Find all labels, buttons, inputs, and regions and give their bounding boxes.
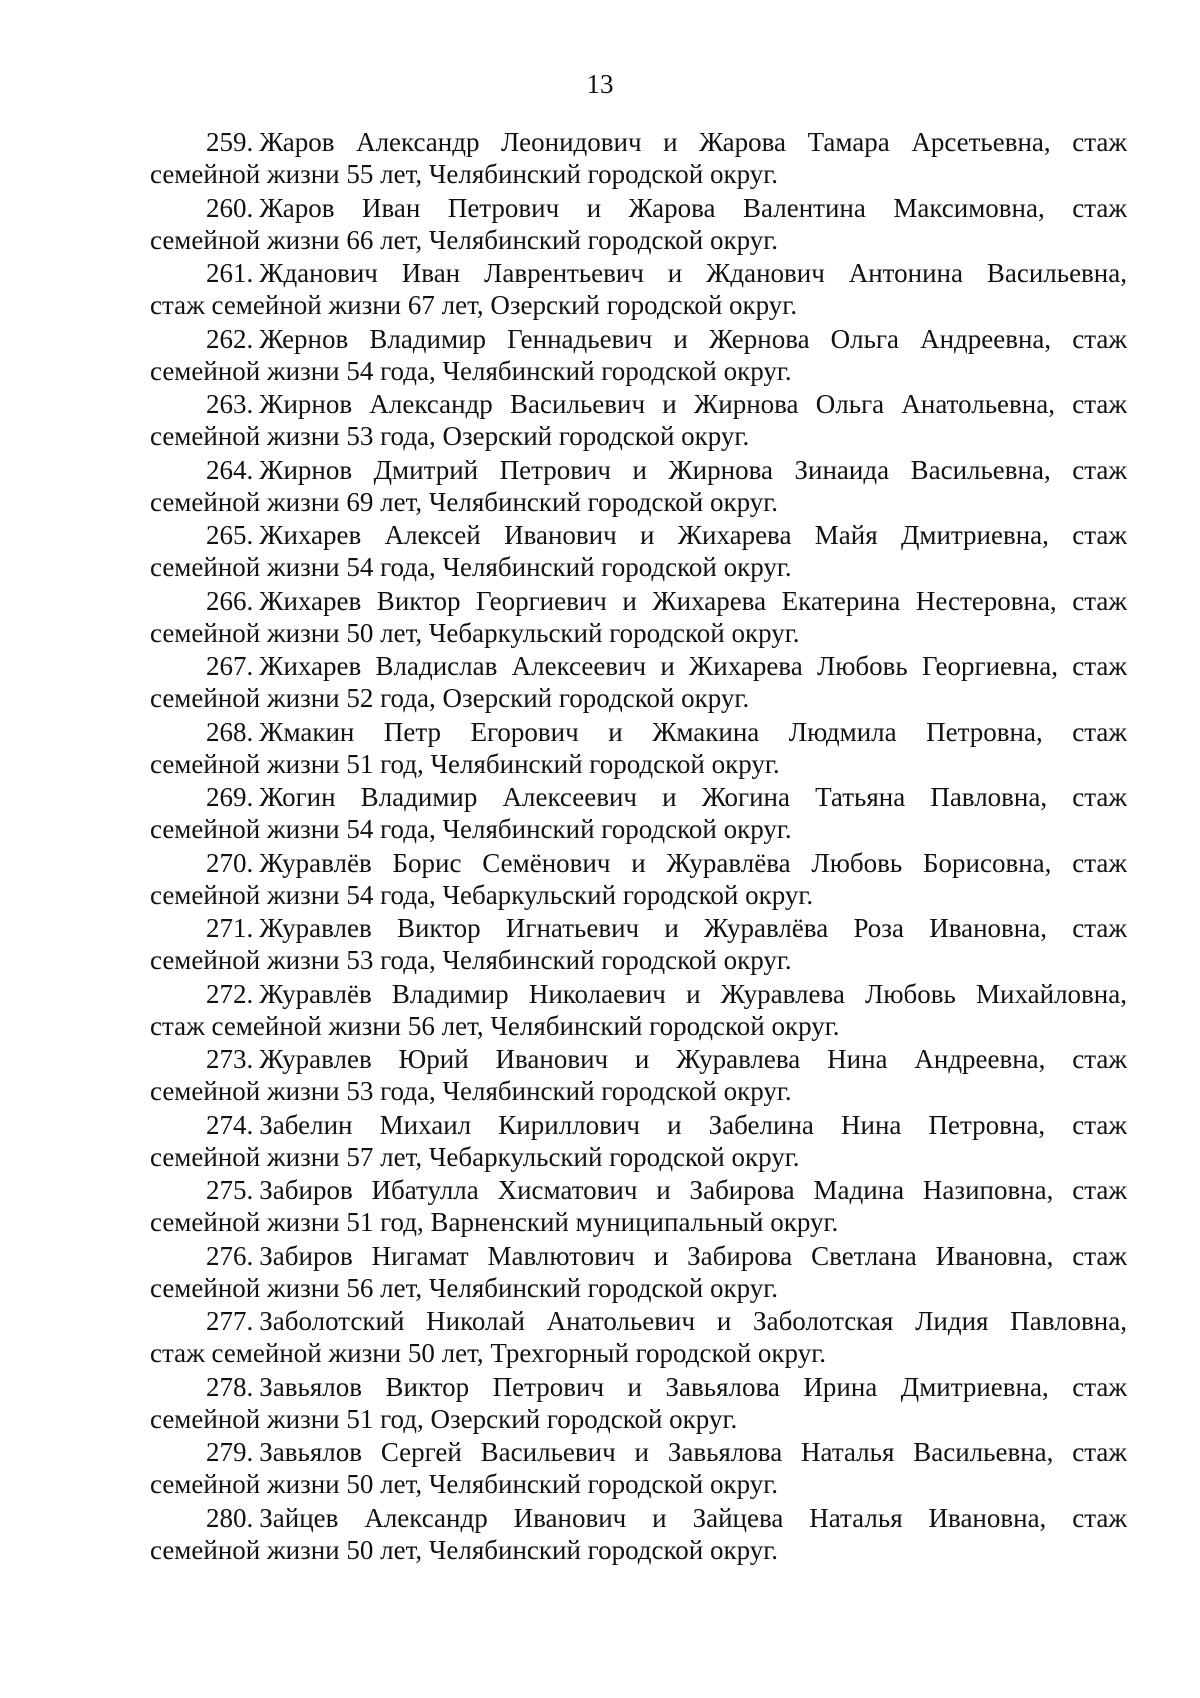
entry-number: 264. [206,454,254,485]
entry-text-continuation: стаж семейной жизни 56 лет, Челябинский городской округ. [150,1010,840,1041]
list-item [150,978,1127,1042]
entry-text: Жихарев Виктор Георгиевич и Жихарева Екатерина Нестеровна, стаж [259,585,1127,616]
entry-number: 278. [206,1371,254,1402]
entry-number: 265. [206,520,254,550]
entry-text: Жихарев Владислав Алексеевич и Жихарева Любовь Георгиевна, стаж [259,651,1127,681]
list-item [150,716,1127,780]
entry-number: 268. [206,716,254,747]
list-item [150,781,1127,845]
entry-text-continuation: семейной жизни 56 лет, Челябинский городской округ. [150,1272,779,1303]
entry-text-continuation: семейной жизни 51 год, Челябинский городской округ. [150,748,780,779]
entry-number: 270. [206,847,254,878]
entry-text-continuation: семейной жизни 50 лет, Челябинский городской округ. [150,1534,779,1565]
award-list [150,126,1127,1567]
list-item [150,1502,1127,1566]
entry-text: Жихарев Алексей Иванович и Жихарева Майя Дмитриевна, стаж [259,520,1127,550]
entry-text: Завьялов Сергей Васильевич и Завьялова Наталья Васильевна, стаж [259,1437,1127,1467]
entry-text: Журавлёв Владимир Николаевич и Журавлева Любовь Михайловна, [259,978,1127,1009]
entry-text-continuation: семейной жизни 54 года, Чебаркульский городской округ. [150,879,814,910]
list-item [150,323,1127,387]
entry-text: Забелин Михаил Кириллович и Забелина Нина Петровна, стаж [259,1109,1127,1140]
entry-text-continuation: семейной жизни 54 года, Челябинский городской округ. [150,552,792,582]
entry-number: 279. [206,1437,254,1467]
entry-number: 269. [206,782,254,812]
list-item [150,847,1127,911]
entry-text-continuation: семейной жизни 50 лет, Чебаркульский городской округ. [150,617,800,648]
entry-number: 266. [206,585,254,616]
entry-text: Забиров Ибатулла Хисматович и Забирова Мадина Назиповна, стаж [259,1175,1127,1205]
entry-text: Журавлёв Борис Семёнович и Журавлёва Любовь Борисовна, стаж [259,847,1127,878]
entry-text: Жмакин Петр Егорович и Жмакина Людмила Петровна, стаж [259,716,1127,747]
entry-text-continuation: семейной жизни 51 год, Варненский муниципальный округ. [150,1207,839,1237]
list-item [150,1240,1127,1304]
entry-text: Журавлев Виктор Игнатьевич и Журавлёва Роза Ивановна, стаж [259,913,1127,943]
list-item [150,192,1127,256]
list-item [150,1109,1127,1173]
list-item [150,388,1127,452]
entry-text: Завьялов Виктор Петрович и Завьялова Ирина Дмитриевна, стаж [259,1371,1127,1402]
entry-text-continuation: семейной жизни 57 лет, Чебаркульский городской округ. [150,1141,800,1172]
list-item [150,1174,1127,1238]
entry-text-continuation: семейной жизни 50 лет, Челябинский городской округ. [150,1469,779,1499]
list-item [150,1436,1127,1500]
entry-number: 277. [206,1306,254,1336]
entry-text: Журавлев Юрий Иванович и Журавлева Нина Андреевна, стаж [259,1044,1127,1074]
list-item [150,650,1127,714]
entry-text-continuation: семейной жизни 51 год, Озерский городской округ. [150,1403,738,1434]
entry-text-continuation: семейной жизни 54 года, Челябинский городской округ. [150,814,792,844]
entry-number: 274. [206,1109,254,1140]
list-item [150,1043,1127,1107]
list-item [150,257,1127,321]
list-item [150,519,1127,583]
list-item [150,454,1127,518]
list-item [150,912,1127,976]
entry-text-continuation: семейной жизни 66 лет, Челябинский городской округ. [150,224,779,255]
list-item [150,1305,1127,1369]
entry-text: Жаров Иван Петрович и Жарова Валентина Максимовна, стаж [259,192,1127,223]
entry-text-continuation: семейной жизни 53 года, Челябинский городской округ. [150,945,792,975]
entry-number: 262. [206,323,254,354]
entry-text: Жданович Иван Лаврентьевич и Жданович Антонина Васильевна, [259,258,1127,288]
entry-number: 259. [206,127,254,157]
entry-text-continuation: семейной жизни 55 лет, Челябинский городской округ. [150,159,779,189]
entry-number: 260. [206,192,254,223]
page-number: 13 [586,69,614,99]
entry-text: Жогин Владимир Алексеевич и Жогина Татьяна Павловна, стаж [259,782,1127,812]
entry-text-continuation: семейной жизни 53 года, Озерский городской округ. [150,421,750,451]
entry-text: Жернов Владимир Геннадьевич и Жернова Ольга Андреевна, стаж [259,323,1127,354]
entry-number: 272. [206,978,254,1009]
entry-text: Жирнов Александр Васильевич и Жирнова Ольга Анатольевна, стаж [259,389,1127,419]
entry-number: 280. [206,1502,254,1533]
entry-text: Заболотский Николай Анатольевич и Заболотская Лидия Павловна, [259,1306,1127,1336]
entry-text-continuation: стаж семейной жизни 67 лет, Озерский городской округ. [150,290,798,320]
list-item [150,1371,1127,1435]
entry-number: 276. [206,1240,254,1271]
entry-number: 263. [206,389,254,419]
entry-text-continuation: стаж семейной жизни 50 лет, Трехгорный городской округ. [150,1338,826,1368]
entry-text-continuation: семейной жизни 52 года, Озерский городской округ. [150,683,750,713]
entry-text-continuation: семейной жизни 53 года, Челябинский городской округ. [150,1076,792,1106]
list-item [150,585,1127,649]
entry-text: Зайцев Александр Иванович и Зайцева Наталья Ивановна, стаж [259,1502,1127,1533]
entry-number: 273. [206,1044,254,1074]
entry-number: 267. [206,651,254,681]
entry-text-continuation: семейной жизни 69 лет, Челябинский городской округ. [150,486,779,517]
entry-text: Жирнов Дмитрий Петрович и Жирнова Зинаида Васильевна, стаж [259,454,1127,485]
entry-text: Забиров Нигамат Мавлютович и Забирова Светлана Ивановна, стаж [259,1240,1127,1271]
entry-number: 271. [206,913,254,943]
list-item [150,126,1127,190]
entry-number: 275. [206,1175,254,1205]
entry-number: 261. [206,258,254,288]
entry-text: Жаров Александр Леонидович и Жарова Тамара Арсетьевна, стаж [259,127,1127,157]
entry-text-continuation: семейной жизни 54 года, Челябинский городской округ. [150,355,792,386]
